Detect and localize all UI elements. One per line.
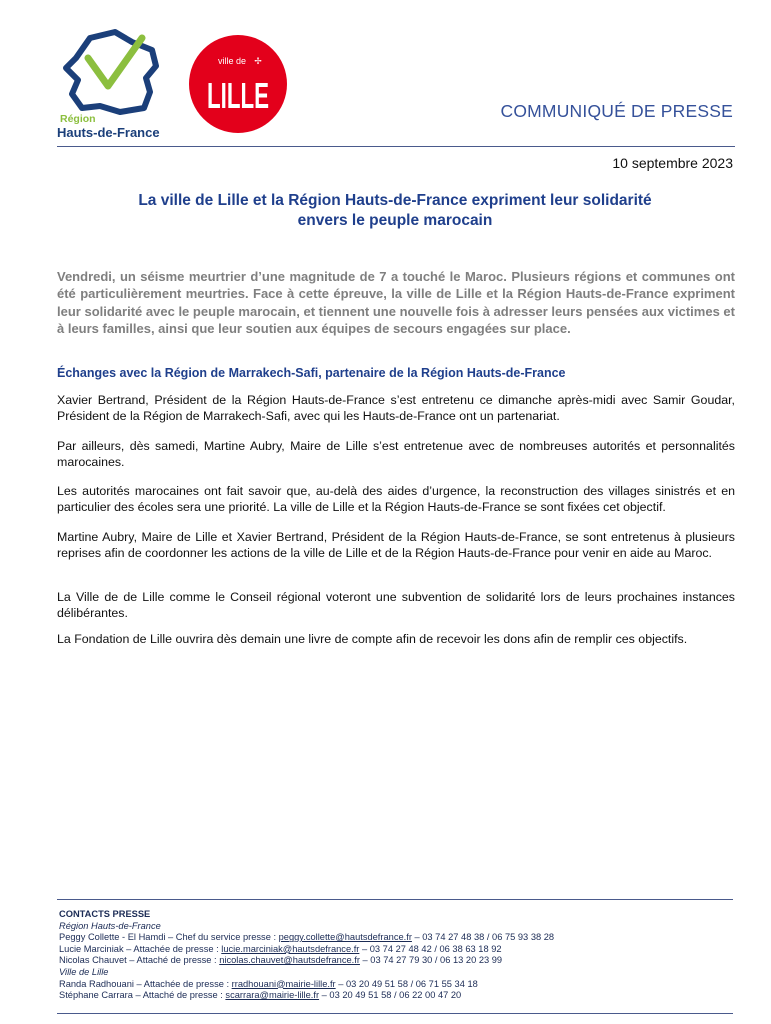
email-link[interactable]: nicolas.chauvet@hautsdefrance.fr [219,955,360,966]
region-logo-label-line2: Hauts-de-France [57,125,160,140]
header-divider [57,146,735,147]
contacts-region-org: Région Hauts-de-France [59,920,161,931]
svg-text:✢: ✢ [254,56,262,66]
communique-label: COMMUNIQUÉ DE PRESSE [500,101,733,121]
email-link[interactable]: peggy.collette@hautsdefrance.fr [278,932,412,943]
contact-row: Stéphane Carrara – Attaché de presse : scarrara@mairie-lille.fr – 03 20 49 51 58 / 06 22 00 47 20 [59,990,462,1001]
title-line-2: envers le peuple marocain [297,211,493,229]
lille-logo-top-text: ville de [217,56,247,66]
checkmark-heart-icon [88,38,142,86]
contacts-lille-org: Ville de Lille [59,966,109,977]
contact-row: Lucie Marciniak – Attachée de presse : lucie.marciniak@hautsdefrance.fr – 03 74 27 48 42 / 06 38 63 18 92 [59,943,502,954]
body-paragraph: Xavier Bertrand, Président de la Région Hauts-de-France s’est entretenu ce dimanche après-midi avec Samir Goudar, Président de la Région de Marrakech-Safi, avec qui les Hauts-de-France ont un partenariat. [57,393,735,424]
france-map-outline [66,32,156,112]
ville-de-lille-logo [188,34,288,134]
contact-row: Nicolas Chauvet – Attaché de presse : nicolas.chauvet@hautsdefrance.fr – 03 74 27 79 30 / 06 13 20 23 99 [59,955,503,966]
body-paragraph: La Fondation de Lille ouvrira dès demain une livre de compte afin de recevoir les dons afin de remplir ces objectifs. [57,632,688,646]
title-line-1: La ville de Lille et la Région Hauts-de-France expriment leur solidarité [138,192,652,209]
publication-date: 10 septembre 2023 [612,155,733,171]
intro-paragraph: Vendredi, un séisme meurtrier d’une magnitude de 7 a touché le Maroc. Plusieurs régions et communes ont été particulièrement meurtries. Face à cette épreuve, la ville de Lille et la Région Hauts-de-France expriment leur solidarité avec le peuple marocain, et tiennent une nouvelle fois à adresser leurs pensées aux victimes et à leurs familles, ainsi que leur soutien aux équipes de secours engagées sur place. [57,269,735,336]
email-link[interactable]: scarrara@mairie-lille.fr [225,990,320,1001]
body-paragraph: Par ailleurs, dès samedi, Martine Aubry, Maire de Lille s’est entretenue avec de nombreuses autorités et personnalités marocaines. [57,439,735,470]
footer-bottom-divider [57,1013,733,1014]
body-paragraph: Les autorités marocaines ont fait savoir que, au-delà des aides d’urgence, la reconstruction des villages sinistrés et en particulier des écoles sera une priorité. La ville de Lille et la Région Hauts-de-France se sont fixées cet objectif. [57,484,735,515]
region-logo-label-line1: Région [60,113,96,125]
contact-row: Peggy Collette - El Hamdi – Chef du service presse : peggy.collette@hautsdefrance.fr – 03 74 27 48 38 / 06 75 93 38 28 [59,932,555,943]
body-paragraph: La Ville de de Lille comme le Conseil régional voteront une subvention de solidarité lors de leurs prochaines instances délibérantes. [57,590,735,621]
lille-logo-main-text: LILLE [207,75,269,116]
email-link[interactable]: rradhouani@mairie-lille.fr [231,978,336,989]
press-release-title [70,191,720,230]
body-paragraph: Martine Aubry, Maire de Lille et Xavier Bertrand, Président de la Région Hauts-de-France, se sont entretenus à plusieurs reprises afin de coordonner les actions de la ville de Lille et de la Région Hauts-de-France pour venir en aide au Maroc. [57,530,735,561]
footer-divider [57,899,733,900]
contacts-heading: CONTACTS PRESSE [59,909,151,919]
press-contacts [59,909,735,1002]
section-subheading: Échanges avec la Région de Marrakech-Safi, partenaire de la Région Hauts-de-France [57,366,566,380]
email-link[interactable]: lucie.marciniak@hautsdefrance.fr [221,943,360,954]
contact-row: Randa Radhouani – Attachée de presse : rradhouani@mairie-lille.fr – 03 20 49 51 58 / 06 71 55 34 18 [59,978,478,989]
